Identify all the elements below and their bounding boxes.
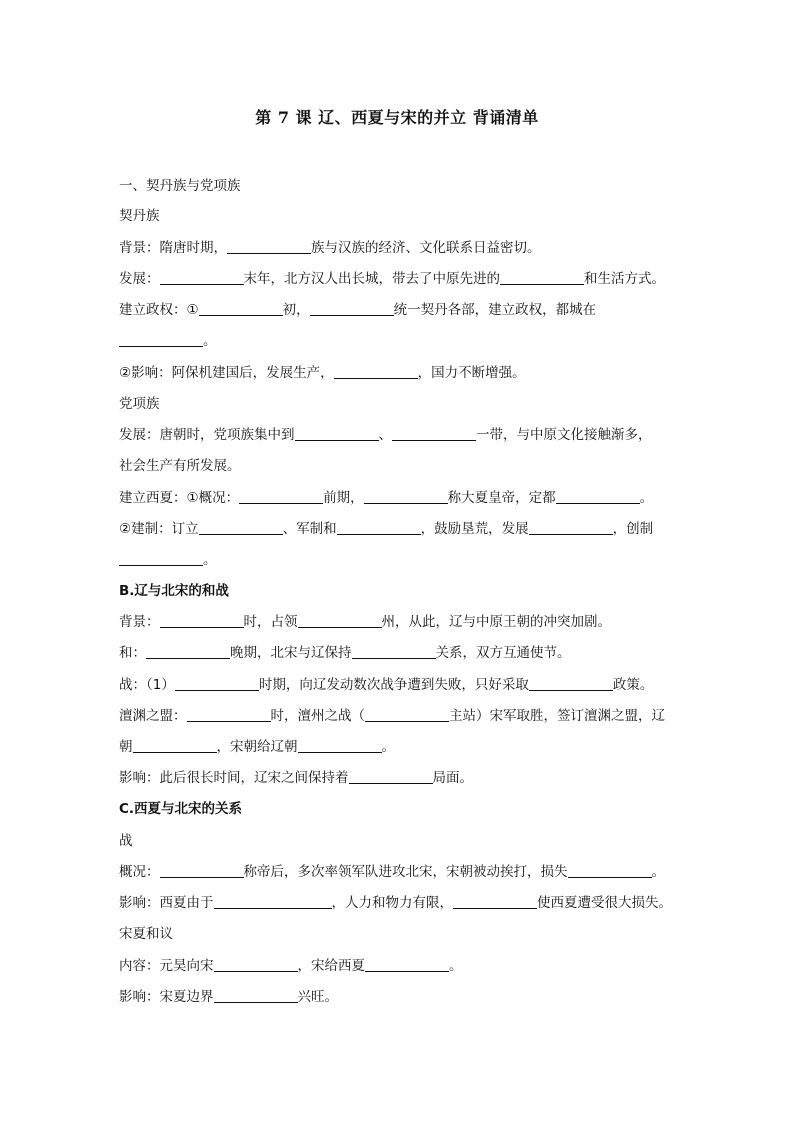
line-dangxiang-society: 社会生产有所发展。	[119, 458, 241, 474]
fill-blank	[214, 957, 298, 972]
page-title: 第 7 课 辽、西夏与宋的并立 背诵清单	[255, 108, 539, 127]
fill-blank	[160, 863, 244, 878]
fill-blank	[214, 988, 298, 1003]
line-khitan-regime: 建立政权：① 初， 统一契丹各部，建立政权，都城在	[119, 302, 597, 318]
line-chanyuan-treaty: 澶渊之盟： 时，澶州之战（ 主站）宋军取胜，签订澶渊之盟，辽	[119, 708, 665, 724]
line-xixia-institutions: ②建制：订立 、军制和 ，鼓励垦荒，发展 ，创制	[119, 521, 654, 537]
section-heading: C.西夏与北宋的关系	[119, 801, 243, 817]
fill-blank	[295, 426, 379, 441]
fill-blank	[529, 520, 613, 535]
line-liao-song-background: 背景： 时，占领 州，从此，辽与中原王朝的冲突加剧。	[119, 614, 611, 630]
line-xixia-script: 。	[119, 550, 217, 570]
fill-blank	[133, 738, 217, 753]
fill-blank	[392, 426, 476, 441]
fill-blank	[364, 489, 448, 504]
fill-blank	[146, 644, 230, 659]
line-liao-song-peace: 和： 晚期，北宋与辽保持 关系，双方互通使节。	[119, 645, 571, 661]
line-dangxiang-development: 发展：唐朝时，党项族集中到 、 一带，与中原文化接触渐多，	[119, 427, 652, 443]
fill-blank	[349, 769, 433, 784]
fill-blank	[556, 489, 640, 504]
line-accord-influence: 影响：宋夏边界 兴旺。	[119, 989, 338, 1005]
fill-blank	[119, 332, 203, 347]
fill-blank	[365, 707, 449, 722]
section-heading: B.辽与北宋的和战	[119, 583, 229, 599]
line-khitan-development: 发展： 末年，北方汉人出长城，带去了中原先进的 和生活方式。	[119, 271, 665, 287]
fill-blank	[298, 613, 382, 628]
fill-blank	[175, 676, 259, 691]
fill-blank	[239, 489, 323, 504]
fill-blank	[453, 894, 537, 909]
fill-blank	[227, 239, 311, 254]
fill-blank	[568, 863, 652, 878]
line-war-influence: 影响：西夏由于 ，人力和物力有限， 使西夏遭受很大损失。	[119, 895, 672, 911]
fill-blank	[298, 738, 382, 753]
line-liao-song-influence: 影响：此后很长时间，辽宋之间保持着 局面。	[119, 770, 473, 786]
line-khitan-capital: 。	[119, 331, 217, 351]
subheading-khitan: 契丹族	[119, 208, 160, 224]
section-heading: 一、契丹族与党项族	[119, 178, 241, 194]
line-accord-content: 内容：元昊向宋 ，宋给西夏 。	[119, 958, 463, 974]
fill-blank	[187, 707, 271, 722]
subheading-peace-accord: 宋夏和议	[119, 926, 173, 942]
line-chanyuan-terms: 朝 ，宋朝给辽朝 。	[119, 739, 395, 755]
fill-blank	[337, 520, 421, 535]
line-liao-song-war: 战：（1） 时期，向辽发动数次战争遭到失败，只好采取 政策。	[119, 677, 654, 693]
fill-blank	[214, 894, 332, 909]
fill-blank	[500, 270, 584, 285]
subheading-dangxiang: 党项族	[119, 396, 160, 412]
fill-blank	[310, 301, 394, 316]
fill-blank	[199, 520, 283, 535]
fill-blank	[334, 364, 418, 379]
line-khitan-background: 背景：隋唐时期， 族与汉族的经济、文化联系日益密切。	[119, 240, 541, 256]
line-xixia-founding: 建立西夏：①概况： 前期， 称大夏皇帝，定都 。	[119, 490, 654, 506]
fill-blank	[529, 676, 613, 691]
fill-blank	[199, 301, 283, 316]
fill-blank	[160, 270, 244, 285]
fill-blank	[160, 613, 244, 628]
line-khitan-influence: ②影响：阿保机建国后，发展生产， ，国力不断增强。	[119, 365, 526, 381]
fill-blank	[352, 644, 436, 659]
fill-blank	[365, 957, 449, 972]
line-war-overview: 概况： 称帝后，多次率领军队进攻北宋，宋朝被动挨打，损失 。	[119, 864, 665, 880]
fill-blank	[119, 551, 203, 566]
subheading-war: 战	[119, 833, 133, 849]
